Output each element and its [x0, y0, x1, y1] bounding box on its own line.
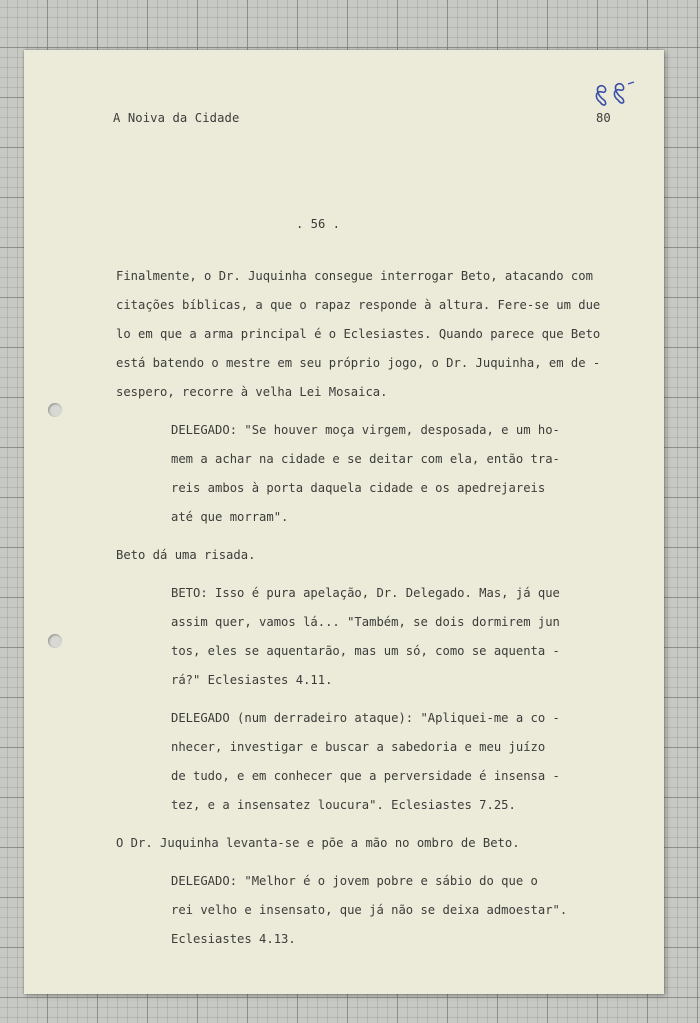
dialogue-line: tos, eles se aquentarão, mas um só, como se aquenta - — [171, 644, 560, 658]
punch-hole — [48, 403, 62, 417]
dialogue-line: BETO: Isso é pura apelação, Dr. Delegado. Mas, já que — [171, 586, 560, 600]
text-line: Finalmente, o Dr. Juquinha consegue interrogar Beto, atacando com — [116, 269, 593, 283]
dialogue-line: rá?" Eclesiastes 4.11. — [171, 673, 333, 687]
dialogue-line: DELEGADO (num derradeiro ataque): "Apliquei-me a co - — [171, 711, 560, 725]
punch-hole — [48, 634, 62, 648]
dialogue-line: tez, e a insensatez loucura". Eclesiastes 7.25. — [171, 798, 516, 812]
text-line: lo em que a arma principal é o Eclesiastes. Quando parece que Beto — [116, 327, 601, 341]
text-line: citações bíblicas, a que o rapaz responde à altura. Fere-se um due — [116, 298, 601, 312]
dialogue-line: DELEGADO: "Se houver moça virgem, desposada, e um ho- — [171, 423, 560, 437]
text-line: Beto dá uma risada. — [116, 548, 256, 562]
dialogue-line: até que morram". — [171, 510, 289, 524]
text-line: sespero, recorre à velha Lei Mosaica. — [116, 385, 388, 399]
dialogue-line: Eclesiastes 4.13. — [171, 932, 296, 946]
document-title: A Noiva da Cidade — [113, 111, 240, 125]
scene-number: . 56 . — [296, 217, 341, 231]
handwritten-page-number — [592, 80, 638, 110]
dialogue-line: de tudo, e em conhecer que a perversidade é insensa - — [171, 769, 560, 783]
dialogue-line: assim quer, vamos lá... "Também, se dois dormirem jun — [171, 615, 560, 629]
page-number: 80 — [596, 111, 611, 125]
text-line: está batendo o mestre em seu próprio jogo, o Dr. Juquinha, em de - — [116, 356, 601, 370]
dialogue-line: reis ambos à porta daquela cidade e os apedrejareis — [171, 481, 546, 495]
typewritten-page — [24, 50, 664, 994]
dialogue-line: mem a achar na cidade e se deitar com ela, então tra- — [171, 452, 560, 466]
dialogue-line: DELEGADO: "Melhor é o jovem pobre e sábio do que o — [171, 874, 538, 888]
text-line: O Dr. Juquinha levanta-se e põe a mão no ombro de Beto. — [116, 836, 520, 850]
dialogue-line: nhecer, investigar e buscar a sabedoria e meu juízo — [171, 740, 546, 754]
body-text — [116, 262, 626, 954]
dialogue-line: rei velho e insensato, que já não se deixa admoestar". — [171, 903, 568, 917]
